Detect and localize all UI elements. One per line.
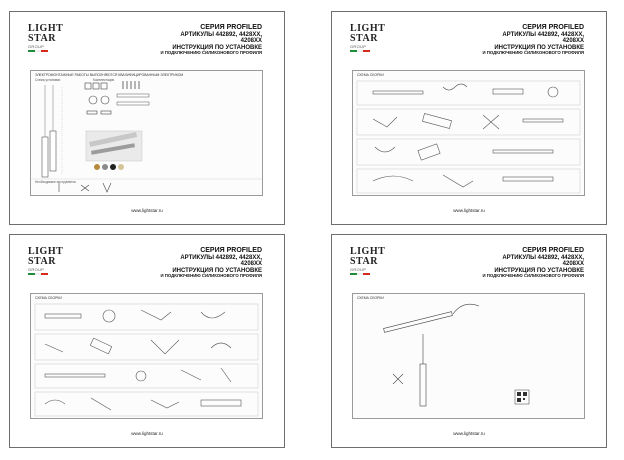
panel-title: СХЕМА СБОРКИ (357, 296, 384, 300)
website-link[interactable]: www.lightstar.ru (453, 208, 485, 213)
assembly-steps-drawing (353, 71, 584, 195)
installation-panel (30, 70, 263, 196)
panel-title: ЭЛЕКТРОМОНТАЖНЫЕ РАБОТЫ ВЫПОЛНЯЮТСЯ КВАЛИФИЦИРОВАННЫМ ЭЛЕКТРИКОМ (35, 73, 184, 77)
assembly-steps-drawing (31, 294, 262, 418)
sheet-header: СЕРИЯ PROFILED АРТИКУЛЫ 442892, 4428XX, 4208XX ИНСТРУКЦИЯ ПО УСТАНОВКЕ И ПОДКЛЮЧЕНИЮ СИЛИКОНОВОГО ПРОФИЛЯ (160, 24, 262, 56)
panel-title: СХЕМА СБОРКИ (357, 73, 384, 77)
sheet-header: СЕРИЯ PROFILED АРТИКУЛЫ 442892, 4428XX, 4208XX ИНСТРУКЦИЯ ПО УСТАНОВКЕ И ПОДКЛЮЧЕНИЮ СИЛИКОНОВОГО ПРОФИЛЯ (482, 24, 584, 56)
instruction-sheet-4 (331, 234, 607, 448)
instruction-sheet-2 (331, 11, 607, 225)
website-link[interactable]: www.lightstar.ru (453, 431, 485, 436)
lightstar-logo: LIGHT STAR GROUP (28, 24, 54, 52)
lightstar-logo: LIGHT STAR GROUP (28, 247, 54, 275)
instruction-sheet-1 (9, 11, 285, 225)
installation-drawing (31, 71, 262, 195)
assembly-panel (30, 293, 263, 419)
website-link[interactable]: www.lightstar.ru (131, 431, 163, 436)
website-link[interactable]: www.lightstar.ru (131, 208, 163, 213)
panel-title: СХЕМА СБОРКИ (35, 296, 62, 300)
assembly-panel (352, 70, 585, 196)
sheet-header: СЕРИЯ PROFILED АРТИКУЛЫ 442892, 4428XX, 4208XX ИНСТРУКЦИЯ ПО УСТАНОВКЕ И ПОДКЛЮЧЕНИЮ СИЛИКОНОВОГО ПРОФИЛЯ (160, 247, 262, 279)
lightstar-logo: LIGHT STAR GROUP (350, 247, 376, 275)
sheet-header: СЕРИЯ PROFILED АРТИКУЛЫ 442892, 4428XX, 4208XX ИНСТРУКЦИЯ ПО УСТАНОВКЕ И ПОДКЛЮЧЕНИЮ СИЛИКОНОВОГО ПРОФИЛЯ (482, 247, 584, 279)
instruction-sheet-3 (9, 234, 285, 448)
panel-label: Комплектация (93, 78, 115, 82)
tools-label: Необходимые инструменты (35, 180, 76, 184)
assembly-final-drawing (353, 294, 584, 418)
assembly-panel (352, 293, 585, 419)
panel-note: Схема установки (35, 78, 61, 82)
lightstar-logo: LIGHT STAR GROUP (350, 24, 376, 52)
